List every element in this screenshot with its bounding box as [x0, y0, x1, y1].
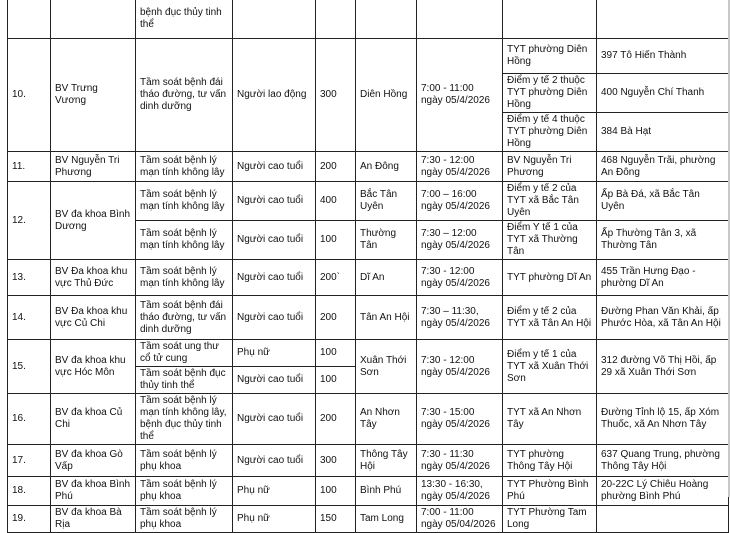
site-cell: Điểm Y tế 1 của TYT xã Thường Tân — [503, 221, 597, 260]
quantity-cell: 400 — [316, 182, 356, 221]
unit-cell: BV đa khoa Bình Phú — [51, 477, 136, 506]
quantity-cell: 150 — [316, 506, 356, 533]
unit-cell: BV Trưng Vương — [51, 39, 136, 152]
ward-cell: Bắc Tân Uyên — [356, 182, 417, 221]
row-number: 13. — [8, 260, 51, 296]
quantity-cell: 300 — [316, 445, 356, 477]
target-cell: Phụ nữ — [233, 340, 316, 367]
ward-cell: Dĩ An — [356, 260, 417, 296]
task-cell: Tầm soát bệnh lý phụ khoa — [136, 506, 233, 533]
site-cell: Điểm y tế 2 của TYT xã Bắc Tân Uyên — [503, 182, 597, 221]
target-cell: Người cao tuổi — [233, 182, 316, 221]
unit-cell: BV đa khoa Bà Rịa — [51, 506, 136, 533]
target-cell: Người cao tuổi — [233, 260, 316, 296]
table-row — [8, 39, 729, 74]
site-cell: BV Nguyễn Tri Phương — [503, 152, 597, 182]
target-cell: Người cao tuổi — [233, 367, 316, 394]
table-row — [8, 182, 729, 221]
task-cell: Tầm soát ung thư cổ tử cung — [136, 340, 233, 367]
site-cell: TYT xã An Nhơn Tây — [503, 394, 597, 445]
address-cell: 400 Nguyễn Chí Thanh — [597, 74, 729, 113]
row-number: 16. — [8, 394, 51, 445]
quantity-cell: 200 — [316, 394, 356, 445]
table-row — [8, 340, 729, 367]
address-cell: 637 Quang Trung, phường Thông Tây Hội — [597, 445, 729, 477]
row-number: 19. — [8, 506, 51, 533]
site-cell: TYT phường Dĩ An — [503, 260, 597, 296]
address-cell: 468 Nguyễn Trãi, phường An Đông — [597, 152, 729, 182]
row-number: 18. — [8, 477, 51, 506]
address-cell: Đường Phan Văn Khải, ấp Phước Hòa, xã Tân An Hội — [597, 296, 729, 340]
ward-cell: An Đông — [356, 152, 417, 182]
site-cell: TYT phường Thông Tây Hội — [503, 445, 597, 477]
table-row — [8, 0, 729, 39]
task-cell: Tầm soát bệnh đái tháo đường, tư vấn dinh dưỡng — [136, 39, 233, 152]
ward-cell: Xuân Thới Sơn — [356, 340, 417, 394]
address-cell: 455 Trần Hưng Đạo - phường Dĩ An — [597, 260, 729, 296]
ward-cell: Diên Hồng — [356, 39, 417, 152]
unit-cell: BV đa khoa Bình Dương — [51, 182, 136, 260]
row-number: 17. — [8, 445, 51, 477]
site-cell: TYT Phường Tam Long — [503, 506, 597, 533]
unit-cell: BV đa khoa Gò Vấp — [51, 445, 136, 477]
table-row — [8, 445, 729, 477]
ward-cell: Thông Tây Hội — [356, 445, 417, 477]
time-cell: 7:30 - 11:30 ngày 05/4/2026 — [417, 445, 503, 477]
site-cell: Điểm y tế 1 của TYT xã Xuân Thới Sơn — [503, 340, 597, 394]
site-cell: Điểm y tế 4 thuộc TYT phường Diên Hồng — [503, 113, 597, 152]
site-cell: Điểm y tế 2 thuộc TYT phường Diên Hồng — [503, 74, 597, 113]
target-cell: Người cao tuổi — [233, 445, 316, 477]
target-cell: Người cao tuổi — [233, 296, 316, 340]
quantity-cell: 100 — [316, 367, 356, 394]
address-cell — [597, 506, 729, 533]
target-cell: Người cao tuổi — [233, 394, 316, 445]
site-cell: TYT phường Diên Hồng — [503, 39, 597, 74]
unit-cell: BV đa khoa Củ Chi — [51, 394, 136, 445]
row-number: 11. — [8, 152, 51, 182]
task-cell: Tầm soát bệnh lý mạn tính không lây — [136, 152, 233, 182]
ward-cell: Tân An Hội — [356, 296, 417, 340]
time-cell: 7:00 - 11:00 ngày 05/4/2026 — [417, 39, 503, 152]
time-cell: 7:30 - 15:00 ngày 05/4/2026 — [417, 394, 503, 445]
table-row — [8, 260, 729, 296]
task-cell: Tầm soát bệnh lý mạn tính không lây, bệnh đục thủy tinh thể — [136, 394, 233, 445]
address-cell: 397 Tô Hiến Thành — [597, 39, 729, 74]
quantity-cell: 300 — [316, 39, 356, 152]
task-cell: Tầm soát bệnh đái tháo đường, tư vấn dinh dưỡng — [136, 296, 233, 340]
address-cell: 384 Bà Hạt — [597, 113, 729, 152]
target-cell: Phụ nữ — [233, 506, 316, 533]
table-row — [8, 477, 729, 506]
time-cell: 7:00 - 11:00 ngày 05/04/2026 — [417, 506, 503, 533]
time-cell: 7:30 – 11:30, ngày 05/4/2026 — [417, 296, 503, 340]
time-cell: 7:30 - 12:00 ngày 05/4/2026 — [417, 340, 503, 394]
table-row — [8, 506, 729, 533]
quantity-cell: 200 — [316, 152, 356, 182]
table-row — [8, 394, 729, 445]
unit-cell: BV đa khoa khu vực Hóc Môn — [51, 340, 136, 394]
quantity-cell: 200` — [316, 260, 356, 296]
quantity-cell: 100 — [316, 221, 356, 260]
unit-cell: BV Đa khoa khu vực Thủ Đức — [51, 260, 136, 296]
ward-cell: Tam Long — [356, 506, 417, 533]
quantity-cell: 100 — [316, 340, 356, 367]
task-cell: Tầm soát bệnh lý phụ khoa — [136, 477, 233, 506]
address-cell: Ấp Thường Tân 3, xã Thường Tân — [597, 221, 729, 260]
task-cell: Tầm soát bệnh lý phụ khoa — [136, 445, 233, 477]
time-cell: 7:30 - 12:00 ngày 05/4/2026 — [417, 260, 503, 296]
ward-cell: Bình Phú — [356, 477, 417, 506]
site-cell: Điểm y tế 2 của TYT xã Tân An Hội — [503, 296, 597, 340]
ward-cell: An Nhơn Tây — [356, 394, 417, 445]
row-number: 15. — [8, 340, 51, 394]
task-cell: bệnh đục thủy tinh thể — [136, 0, 233, 39]
row-number: 12. — [8, 182, 51, 260]
screening-schedule-table — [7, 0, 729, 533]
address-cell: Đường Tỉnh lộ 15, ấp Xóm Thuốc, xã An Nhơn Tây — [597, 394, 729, 445]
address-cell: 312 đường Võ Thị Hồi, ấp 29 xã Xuân Thới Sơn — [597, 340, 729, 394]
task-cell: Tầm soát bệnh lý mạn tính không lây — [136, 260, 233, 296]
table-row — [8, 296, 729, 340]
address-cell: 20-22C Lý Chiêu Hoàng phường Bình Phú — [597, 477, 729, 506]
time-cell: 7:30 – 12:00 ngày 05/4/2026 — [417, 221, 503, 260]
target-cell: Người cao tuổi — [233, 152, 316, 182]
task-cell: Tầm soát bệnh lý mạn tính không lây — [136, 221, 233, 260]
task-cell: Tầm soát bệnh đục thủy tinh thể — [136, 367, 233, 394]
row-number: 10. — [8, 39, 51, 152]
row-number: 14. — [8, 296, 51, 340]
address-cell: Ấp Bà Đá, xã Bắc Tân Uyên — [597, 182, 729, 221]
unit-cell: BV Nguyễn Tri Phương — [51, 152, 136, 182]
time-cell: 7:30 - 12:00 ngày 05/4/2026 — [417, 152, 503, 182]
time-cell: 7:00 – 16:00 ngày 05/4/2026 — [417, 182, 503, 221]
ward-cell: Thường Tân — [356, 221, 417, 260]
table-row — [8, 152, 729, 182]
task-cell: Tầm soát bệnh lý mạn tính không lây — [136, 182, 233, 221]
quantity-cell: 200 — [316, 296, 356, 340]
time-cell: 13:30 - 16:30, ngày 05/4/2026 — [417, 477, 503, 506]
target-cell: Người lao động — [233, 39, 316, 152]
target-cell: Người cao tuổi — [233, 221, 316, 260]
unit-cell: BV Đa khoa khu vực Củ Chi — [51, 296, 136, 340]
quantity-cell: 100 — [316, 477, 356, 506]
target-cell: Phụ nữ — [233, 477, 316, 506]
site-cell: TYT Phường Bình Phú — [503, 477, 597, 506]
